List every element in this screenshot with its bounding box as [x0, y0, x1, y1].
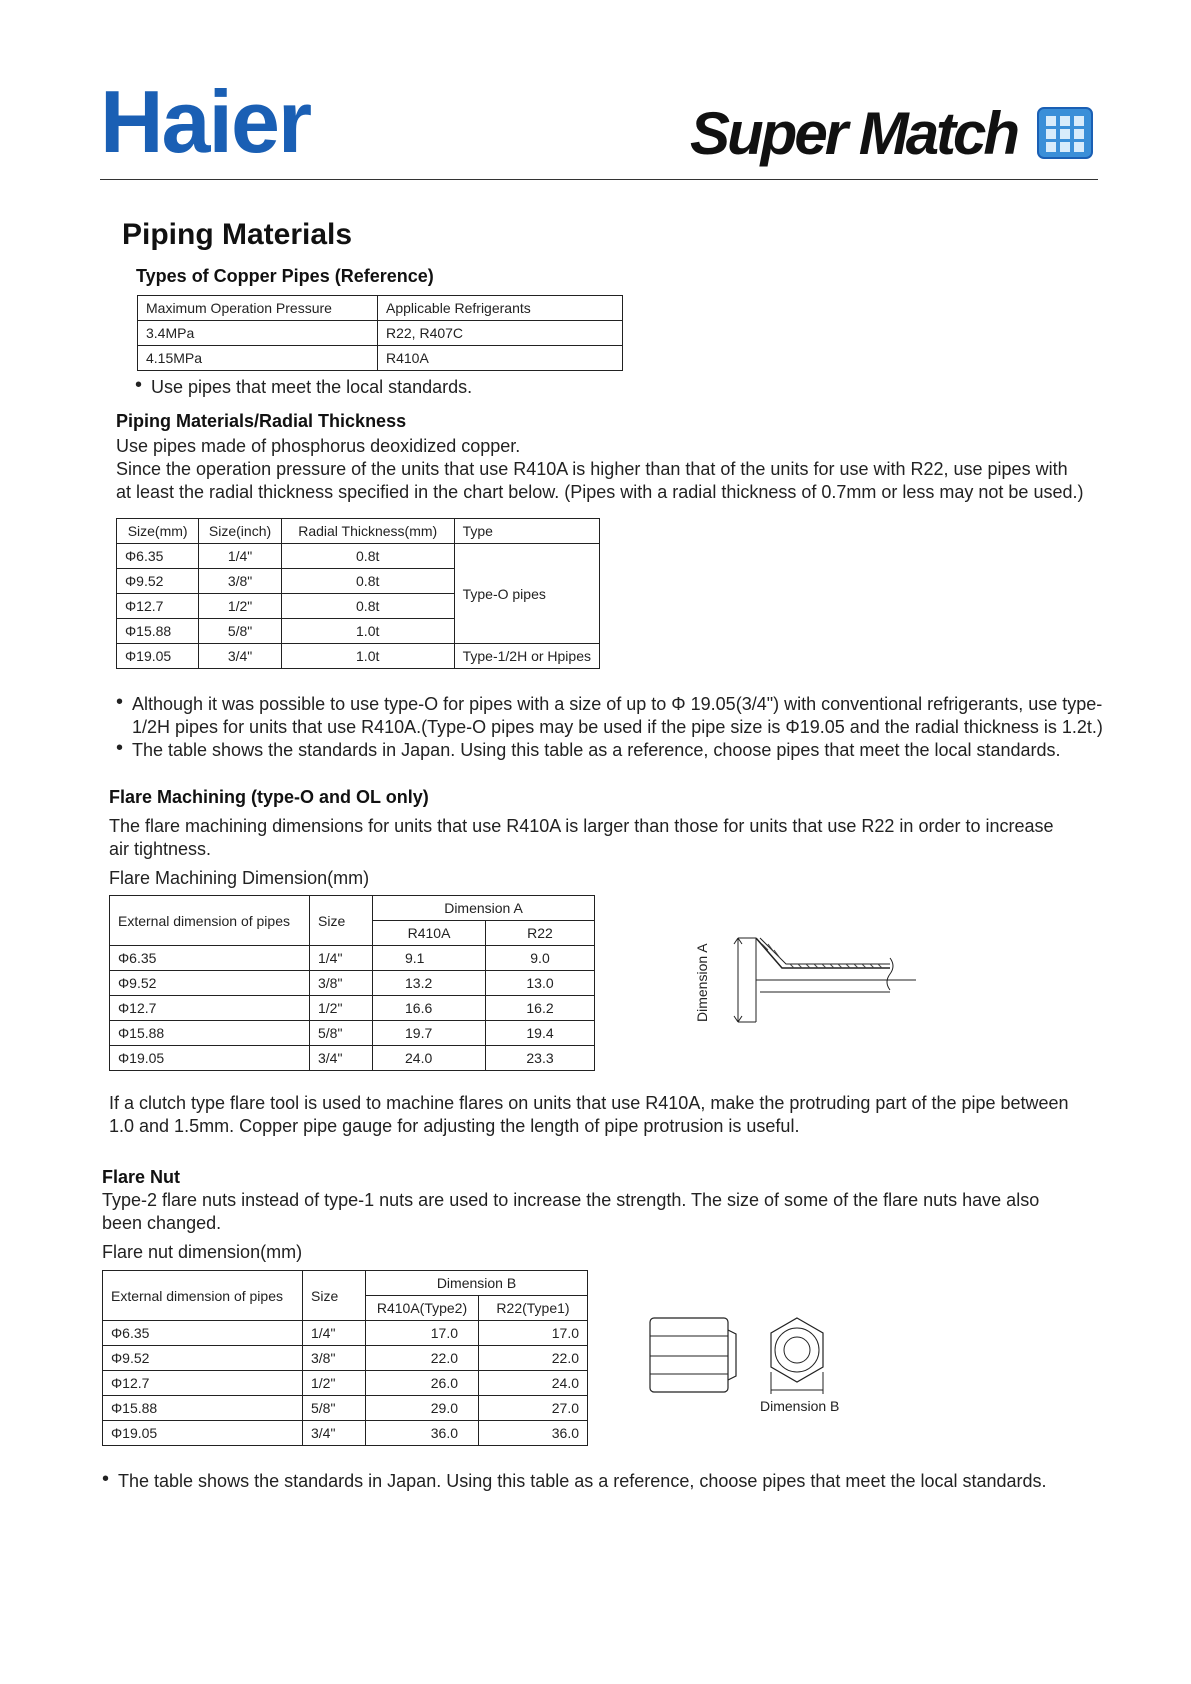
- table-cell: 9.1: [373, 946, 486, 971]
- radial-heading: Piping Materials/Radial Thickness: [116, 411, 407, 431]
- table-cell: Φ6.35: [110, 946, 310, 971]
- column-header: R410A: [373, 921, 486, 946]
- column-header: R22: [486, 921, 595, 946]
- table-cell: 24.0: [373, 1046, 486, 1071]
- table-cell: 1/4": [303, 1321, 366, 1346]
- flare-after-a: If a clutch type flare tool is used to machine flares on units that use R410A, make the protruding part of the pipe between: [109, 1093, 1069, 1113]
- table-cell: 29.0: [366, 1396, 479, 1421]
- table-cell: 3/8": [310, 971, 373, 996]
- cube-icon: [1036, 106, 1094, 160]
- header-divider: [100, 179, 1098, 180]
- table-cell: 13.0: [486, 971, 595, 996]
- radial-para-1: Use pipes made of phosphorus deoxidized copper.: [116, 436, 521, 456]
- table-row: [117, 644, 600, 669]
- table-cell: Φ9.52: [110, 971, 310, 996]
- type-o-cell: Type-O pipes: [454, 544, 599, 644]
- table-cell: Φ9.52: [103, 1346, 303, 1371]
- radial-para-2b: at least the radial thickness specified in the chart below. (Pipes with a radial thickness of 0.7mm or less may not be used.): [116, 482, 1084, 502]
- radial-thickness-table: [116, 518, 600, 669]
- table-row: [110, 1046, 595, 1071]
- table-cell: 3/4": [199, 644, 282, 669]
- radial-note-2: [116, 737, 1061, 762]
- copper-types-note: [135, 374, 473, 399]
- note-text: The table shows the standards in Japan. Using this table as a reference, choose pipes that meet the local standards.: [132, 740, 1061, 760]
- dimension-b-label: Dimension B: [760, 1398, 840, 1414]
- page-title: Piping Materials: [122, 218, 353, 251]
- table-cell: 22.0: [366, 1346, 479, 1371]
- table-row: [103, 1321, 588, 1346]
- super-match-logo: Super Match: [690, 100, 1018, 167]
- column-header: R22(Type1): [479, 1296, 588, 1321]
- radial-note-1: [116, 691, 1103, 716]
- table-cell: 9.0: [486, 946, 595, 971]
- column-header: Size(inch): [199, 519, 282, 544]
- flare-nut-diagram: [648, 1316, 838, 1396]
- haier-logo: Haier: [100, 72, 311, 171]
- note-text: Use pipes that meet the local standards.: [151, 377, 473, 397]
- table-cell: Φ15.88: [103, 1396, 303, 1421]
- table-cell: 36.0: [366, 1421, 479, 1446]
- flare-diagram: [720, 930, 920, 1030]
- flare-nut-para-b: been changed.: [102, 1213, 222, 1233]
- table-cell: 3/4": [303, 1421, 366, 1446]
- table-cell: 16.2: [486, 996, 595, 1021]
- table-cell: 23.3: [486, 1046, 595, 1071]
- table-cell: 24.0: [479, 1371, 588, 1396]
- flare-para-a: The flare machining dimensions for units that use R410A is larger than those for units that use R22 in order to increase: [109, 816, 1054, 836]
- table-row: [110, 946, 595, 971]
- column-header: Dimension A: [373, 896, 595, 921]
- flare-nut-caption: Flare nut dimension(mm): [102, 1242, 303, 1262]
- table-header-row: [103, 1271, 588, 1296]
- radial-note-1-cont: 1/2H pipes for units that use R410A.(Type-O pipes may be used if the pipe size is Φ19.05 and the radial thickness is 1.2t.): [132, 717, 1103, 737]
- table-cell: Φ6.35: [103, 1321, 303, 1346]
- table-cell: 5/8": [303, 1396, 366, 1421]
- column-header: R410A(Type2): [366, 1296, 479, 1321]
- note-text: The table shows the standards in Japan. Using this table as a reference, choose pipes that meet the local standards.: [118, 1471, 1047, 1491]
- table-cell: Φ15.88: [117, 619, 199, 644]
- bullet-icon: •: [116, 737, 124, 759]
- type-half-hard-cell: Type-1/2H or Hpipes: [454, 644, 599, 669]
- note-text: Although it was possible to use type-O for pipes with a size of up to Φ 19.05(3/4") with conventional refrigerants, use type-: [132, 694, 1103, 714]
- table-cell: 4.15MPa: [138, 346, 378, 371]
- table-cell: Φ6.35: [117, 544, 199, 569]
- column-header: Radial Thickness(mm): [281, 519, 454, 544]
- copper-types-table: [137, 295, 623, 371]
- column-header: External dimension of pipes: [110, 896, 310, 946]
- table-row: [110, 1021, 595, 1046]
- flare-nut-table: [102, 1270, 588, 1446]
- table-header-row: [110, 896, 595, 921]
- table-cell: 1/2": [303, 1371, 366, 1396]
- flare-para-b: air tightness.: [109, 839, 212, 859]
- table-cell: 19.4: [486, 1021, 595, 1046]
- table-cell: 19.7: [373, 1021, 486, 1046]
- table-cell: 3/8": [199, 569, 282, 594]
- table-cell: 3/8": [303, 1346, 366, 1371]
- column-header: Maximum Operation Pressure: [138, 296, 378, 321]
- table-cell: Φ19.05: [110, 1046, 310, 1071]
- table-cell: 3/4": [310, 1046, 373, 1071]
- column-header: External dimension of pipes: [103, 1271, 303, 1321]
- table-cell: 17.0: [366, 1321, 479, 1346]
- table-row: [110, 996, 595, 1021]
- column-header: Size: [310, 896, 373, 946]
- table-cell: 1.0t: [281, 619, 454, 644]
- column-header: Type: [454, 519, 599, 544]
- dimension-a-label: Dimension A: [694, 943, 710, 1022]
- flare-heading: Flare Machining (type-O and OL only): [109, 787, 429, 807]
- column-header: Applicable Refrigerants: [378, 296, 623, 321]
- table-cell: 5/8": [310, 1021, 373, 1046]
- table-cell: Φ19.05: [117, 644, 199, 669]
- table-row: [117, 544, 600, 569]
- table-cell: 36.0: [479, 1421, 588, 1446]
- table-cell: 22.0: [479, 1346, 588, 1371]
- table-cell: Φ12.7: [117, 594, 199, 619]
- table-cell: Φ9.52: [117, 569, 199, 594]
- table-cell: Φ12.7: [103, 1371, 303, 1396]
- table-cell: 0.8t: [281, 569, 454, 594]
- table-row: [138, 321, 623, 346]
- flare-caption: Flare Machining Dimension(mm): [109, 868, 370, 888]
- table-cell: Φ19.05: [103, 1421, 303, 1446]
- table-cell: 0.8t: [281, 544, 454, 569]
- radial-para-2a: Since the operation pressure of the units that use R410A is higher than that of the units for use with R22, use pipes with: [116, 459, 1068, 479]
- copper-types-heading: Types of Copper Pipes (Reference): [136, 266, 434, 286]
- bullet-icon: •: [102, 1468, 110, 1490]
- column-header: Size(mm): [117, 519, 199, 544]
- flare-nut-note: [102, 1468, 1047, 1493]
- table-cell: Φ15.88: [110, 1021, 310, 1046]
- table-row: [103, 1346, 588, 1371]
- flare-after-b: 1.0 and 1.5mm. Copper pipe gauge for adjusting the length of pipe protrusion is useful.: [109, 1116, 800, 1136]
- flare-dimension-table: [109, 895, 595, 1071]
- column-header: Size: [303, 1271, 366, 1321]
- table-header-row: [138, 296, 623, 321]
- table-row: [110, 971, 595, 996]
- table-cell: 1/2": [199, 594, 282, 619]
- table-cell: 1/4": [310, 946, 373, 971]
- table-cell: 16.6: [373, 996, 486, 1021]
- table-cell: R22, R407C: [378, 321, 623, 346]
- table-cell: 27.0: [479, 1396, 588, 1421]
- flare-nut-para-a: Type-2 flare nuts instead of type-1 nuts are used to increase the strength. The size of some of the flare nuts have also: [102, 1190, 1040, 1210]
- table-cell: 1/4": [199, 544, 282, 569]
- table-cell: 3.4MPa: [138, 321, 378, 346]
- table-row: [103, 1371, 588, 1396]
- table-header-row: [117, 519, 600, 544]
- table-row: [103, 1421, 588, 1446]
- bullet-icon: •: [116, 691, 124, 713]
- table-cell: 13.2: [373, 971, 486, 996]
- table-cell: R410A: [378, 346, 623, 371]
- table-cell: 0.8t: [281, 594, 454, 619]
- bullet-icon: •: [135, 374, 143, 396]
- table-cell: 5/8": [199, 619, 282, 644]
- table-cell: Φ12.7: [110, 996, 310, 1021]
- table-row: [103, 1396, 588, 1421]
- column-header: Dimension B: [366, 1271, 588, 1296]
- table-cell: 1.0t: [281, 644, 454, 669]
- table-row: [138, 346, 623, 371]
- table-cell: 1/2": [310, 996, 373, 1021]
- flare-nut-heading: Flare Nut: [102, 1167, 181, 1187]
- table-cell: 26.0: [366, 1371, 479, 1396]
- table-cell: 17.0: [479, 1321, 588, 1346]
